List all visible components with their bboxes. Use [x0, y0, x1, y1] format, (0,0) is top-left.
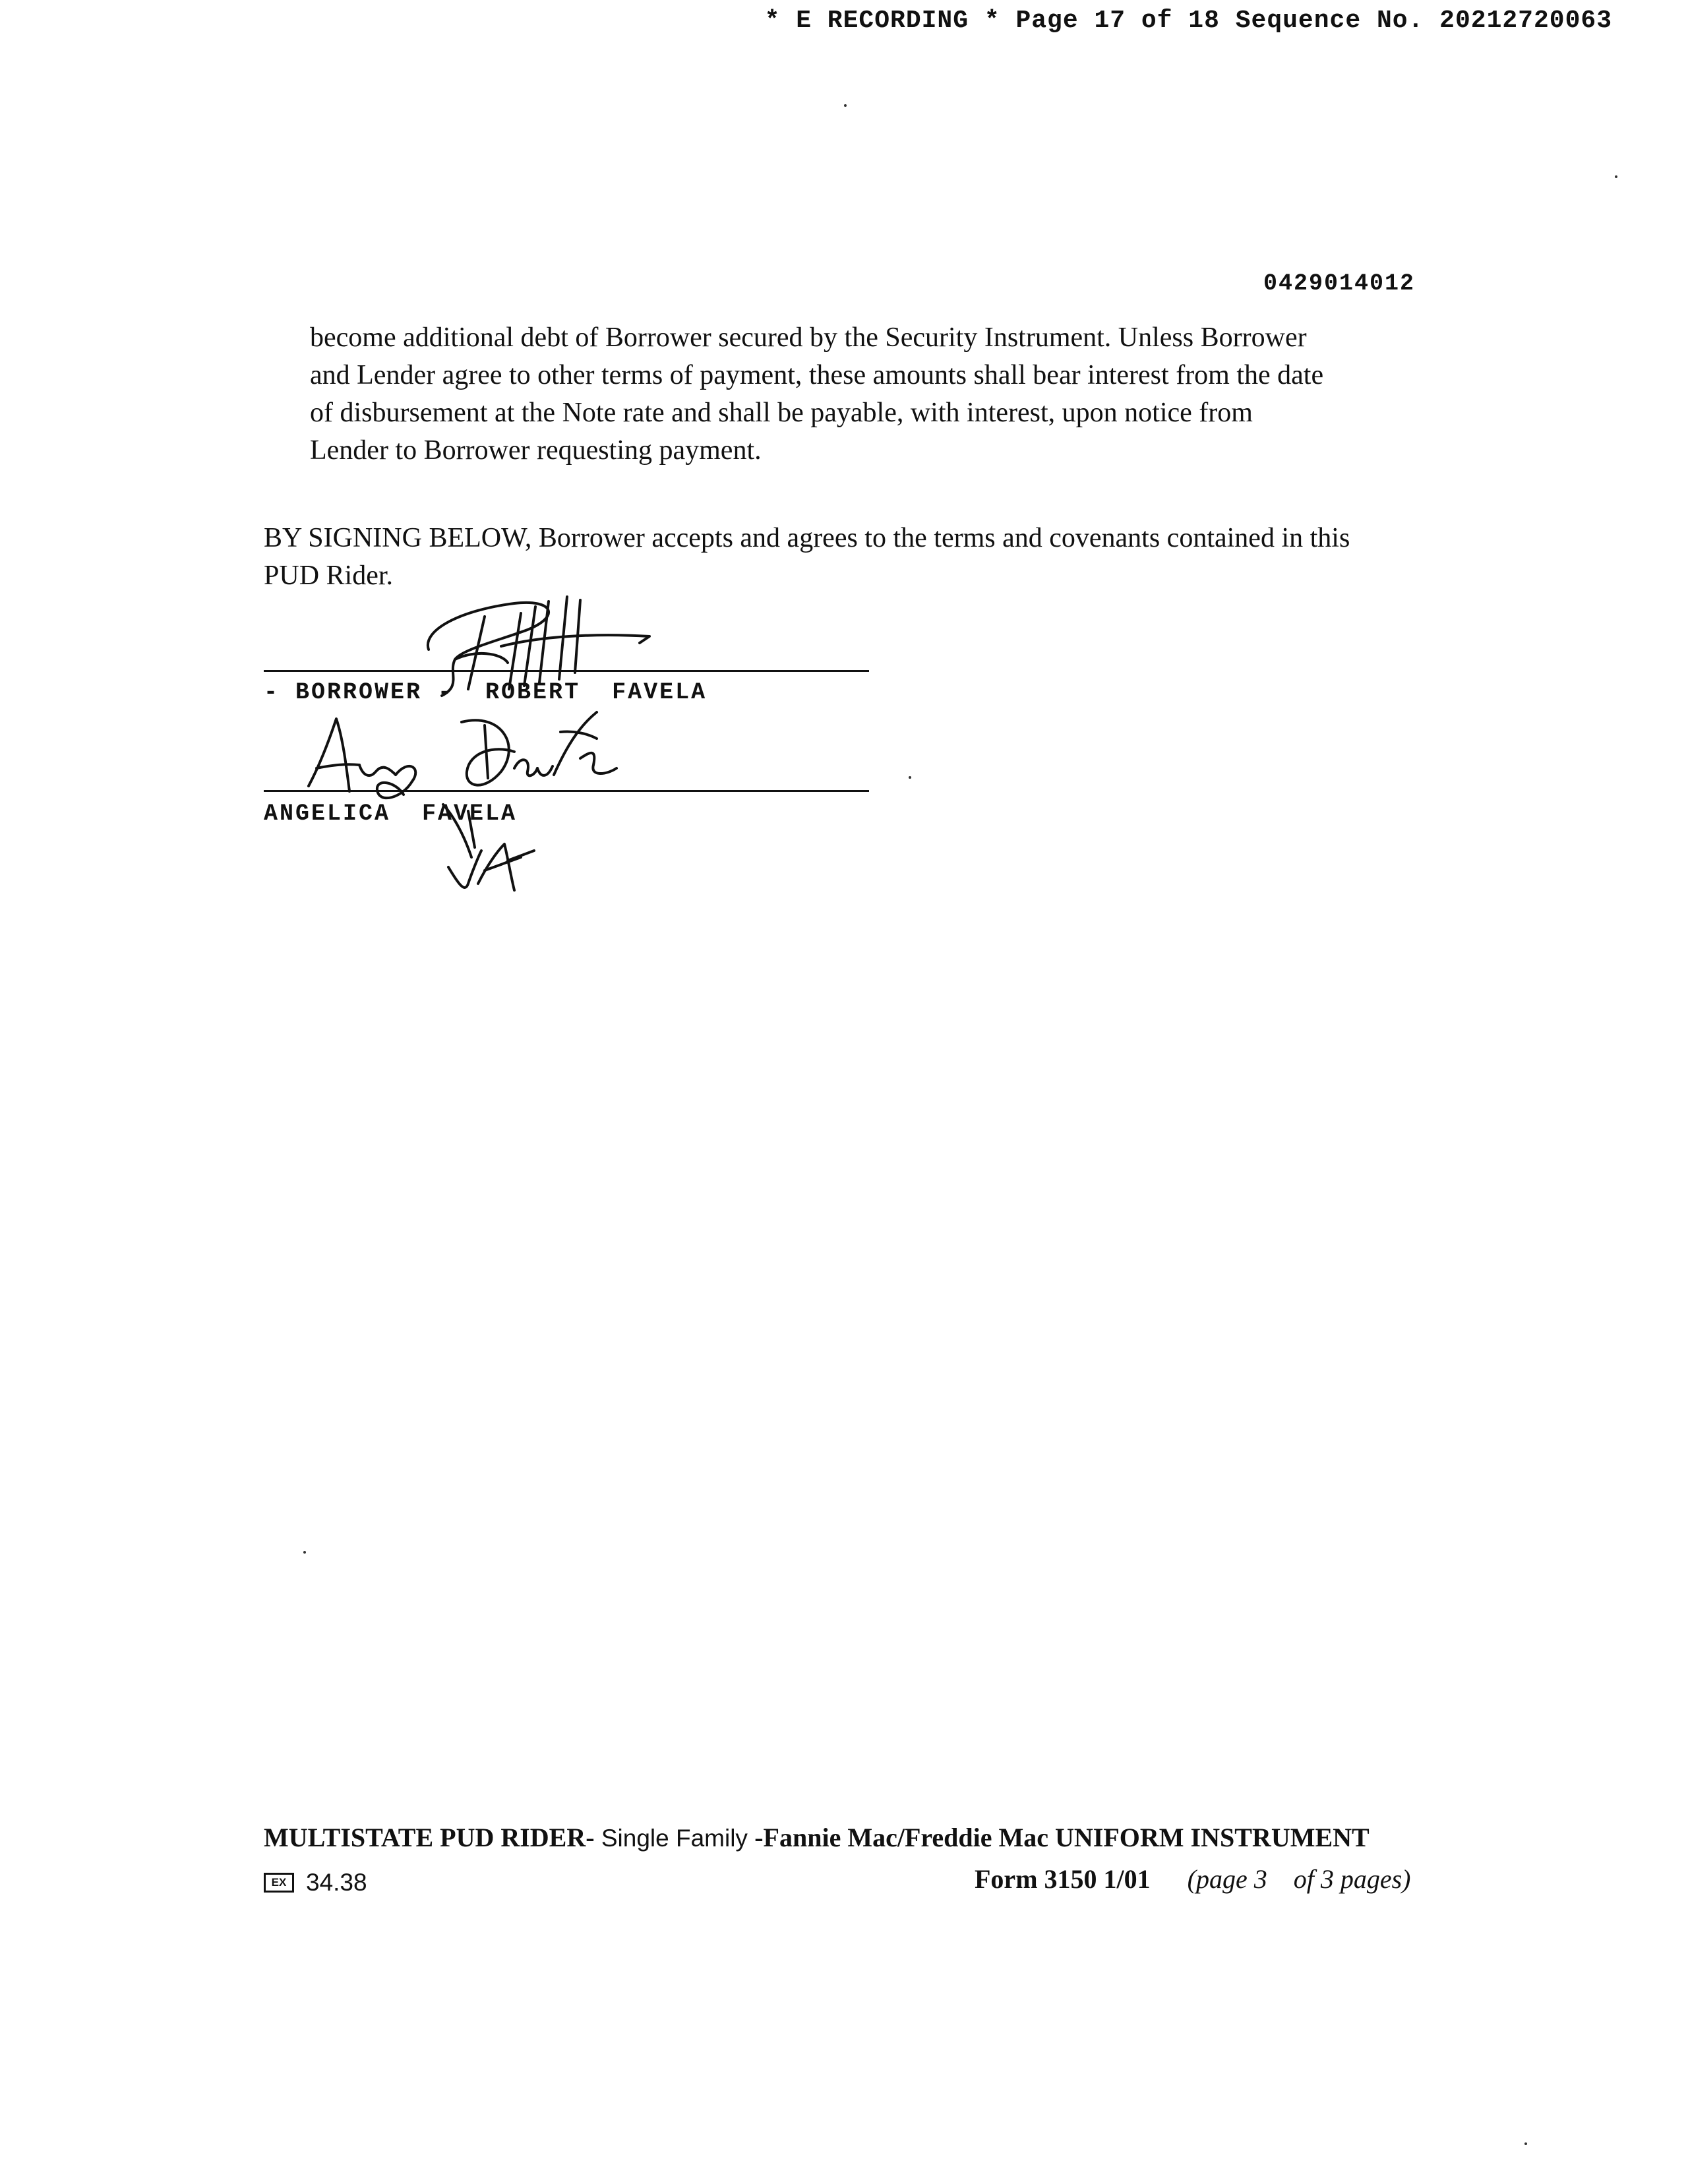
paragraph-line: of disbursement at the Note rate and shall be payable, with interest, upon notice from: [310, 398, 1253, 428]
scan-speck: [1615, 175, 1617, 178]
form-code: 34.38: [306, 1869, 367, 1896]
borrower-name-angelica-favela: ANGELICA FAVELA: [264, 801, 518, 827]
footer-title-bold: MULTISTATE PUD RIDER-: [264, 1823, 595, 1852]
footer-code: [264, 1869, 367, 1896]
footer-form-number: [975, 1864, 1410, 1895]
signing-line: PUD Rider.: [264, 561, 394, 591]
page-number: (page 3: [1187, 1864, 1267, 1894]
signature-line-borrower-2: [264, 790, 869, 792]
scan-speck: [303, 1551, 306, 1554]
footer-title-end: -Fannie Mac/Freddie Mac UNIFORM INSTRUMENT: [754, 1823, 1370, 1852]
footer-form-title: [264, 1822, 1370, 1853]
loan-number: 0429014012: [1263, 270, 1415, 297]
paragraph-line: and Lender agree to other terms of payment, these amounts shall bear interest from the date: [310, 360, 1324, 390]
scan-speck: [844, 104, 847, 107]
scan-speck: [909, 776, 911, 779]
form-vendor-logo-icon: EX: [264, 1873, 294, 1893]
paragraph-line: become additional debt of Borrower secured by the Security Instrument. Unless Borrower: [310, 322, 1307, 353]
signing-line: BY SIGNING BELOW, Borrower accepts and agrees to the terms and covenants contained in this: [264, 523, 1350, 553]
recording-header: * E RECORDING * Page 17 of 18 Sequence No. 20212720063: [764, 7, 1612, 35]
footer-title-middle: Single Family: [594, 1825, 755, 1852]
signing-statement: [264, 520, 1437, 595]
page-total: of 3 pages): [1293, 1864, 1411, 1894]
scan-speck: [1524, 2142, 1527, 2145]
borrower-name-robert-favela: - BORROWER - ROBERT FAVELA: [264, 679, 708, 706]
body-paragraph: [310, 319, 1378, 470]
paragraph-line: Lender to Borrower requesting payment.: [310, 435, 762, 466]
form-number: Form 3150 1/01: [975, 1864, 1151, 1894]
signature-line-borrower-1: [264, 670, 869, 672]
